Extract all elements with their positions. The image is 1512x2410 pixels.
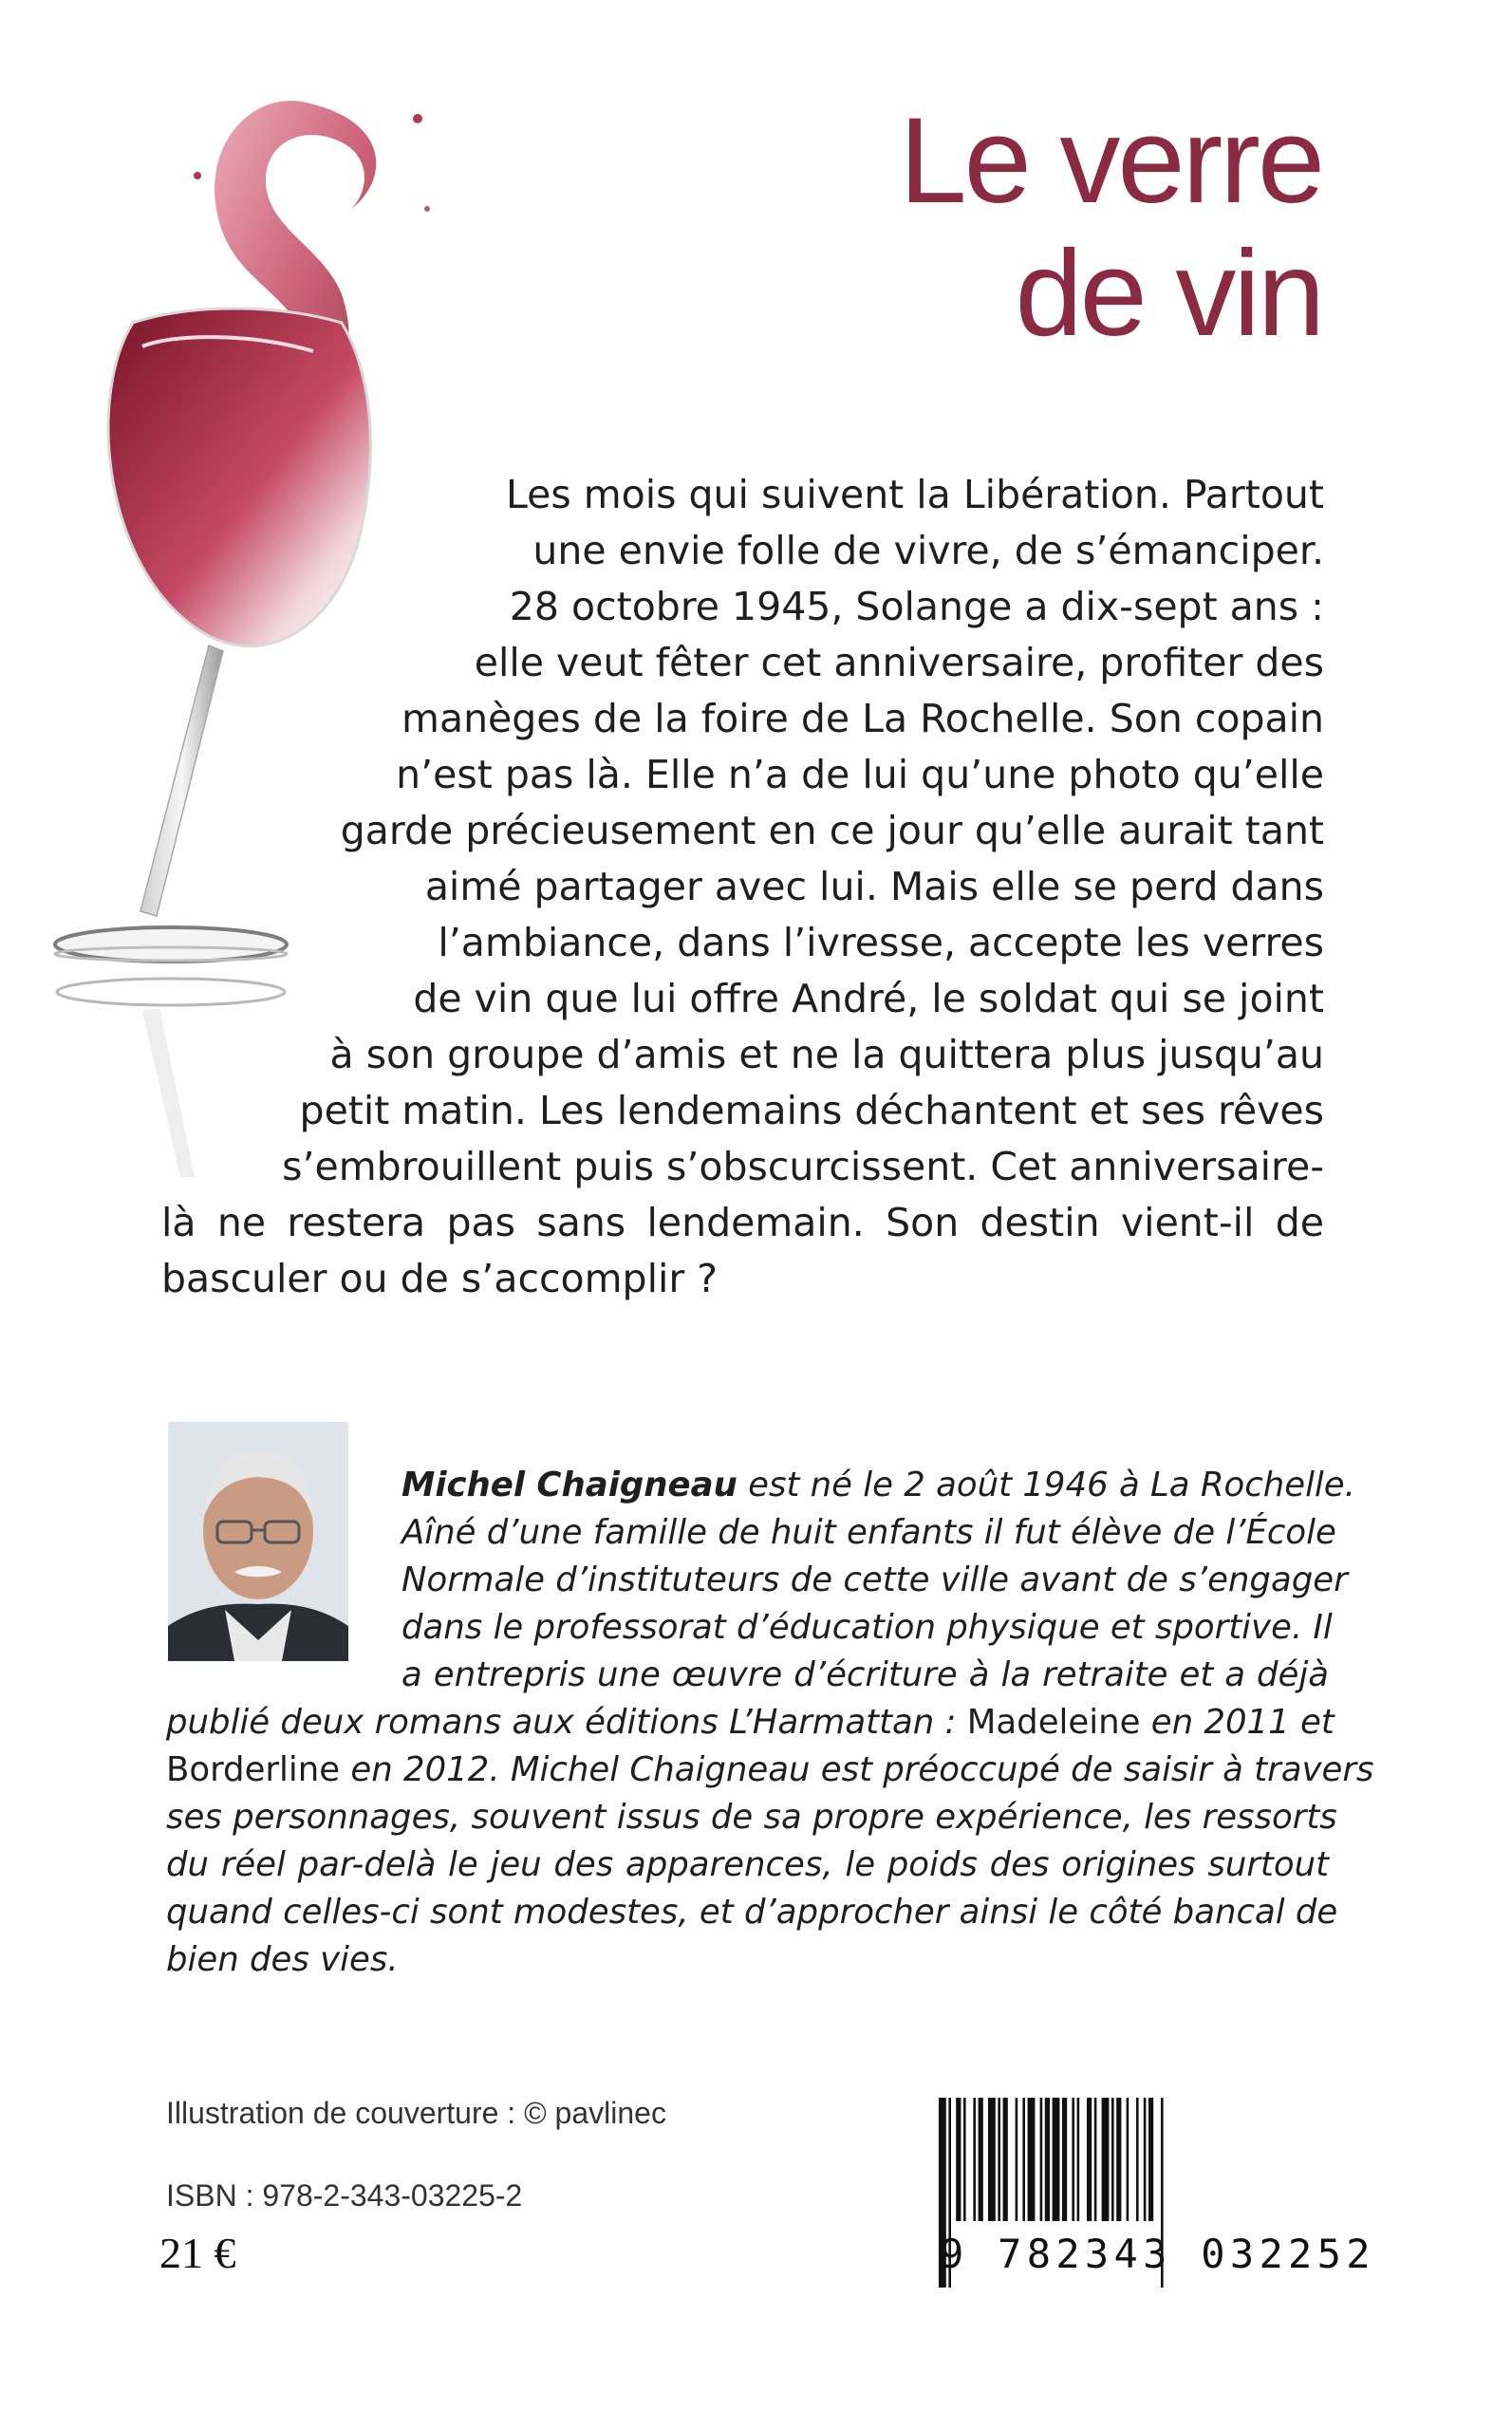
barcode-bar: [998, 2098, 1000, 2221]
bio-line: bien des vies.: [166, 1940, 399, 1979]
bio-line: ses personnages, souvent issus de sa propre expérience, les ressorts: [166, 1798, 1337, 1837]
barcode-bar: [1022, 2098, 1025, 2221]
price: 21 €: [159, 2229, 236, 2277]
blurb-line: de vin que lui offre André, le soldat qui se joint: [413, 976, 1324, 1021]
blurb-line: s’embrouillent puis s’obscurcissent. Cet anniversaire-: [282, 1144, 1324, 1189]
bio-line: du réel par-delà le jeu des apparences, le poids des origines surtout: [166, 1845, 1329, 1884]
book-title-line2: de vin: [1015, 226, 1322, 362]
blurb-line: garde précieusement en ce jour qu’elle aurait tant: [340, 808, 1324, 853]
blurb-line: basculer ou de s’accomplir ?: [161, 1256, 719, 1301]
bio-line: Normale d’instituteurs de cette ville avant de s’engager: [401, 1560, 1348, 1599]
barcode-bar: [1111, 2098, 1114, 2221]
blurb-line: l’ambiance, dans l’ivresse, accepte les verres: [438, 920, 1324, 965]
bio-line: a entrepris une œuvre d’écriture à la retraite et a déjà: [401, 1655, 1329, 1694]
book-title: [899, 95, 1322, 361]
bio-line: publié deux romans aux éditions L’Harmattan : Madeleine en 2011 et: [166, 1703, 1335, 1742]
barcode-bar: [1116, 2098, 1121, 2221]
bio-line: Aîné d’une famille de huit enfants il fut élève de l’École: [401, 1513, 1336, 1552]
book-title-borderline: Borderline: [166, 1750, 341, 1789]
barcode-bar: [988, 2098, 996, 2221]
bio-line: quand celles-ci sont modestes, et d’approcher ainsi le côté bancal de: [166, 1893, 1338, 1932]
book-title-line1: Le verre: [899, 93, 1322, 229]
barcode-bar: [973, 2098, 976, 2221]
barcode-bar: [1136, 2098, 1139, 2221]
blurb-line: aimé partager avec lui. Mais elle se perd dans: [424, 864, 1324, 909]
back-cover-blurb: [161, 467, 1324, 1307]
barcode-digits: 9 782343 032252: [940, 2231, 1375, 2277]
bio-line: Michel Chaigneau est né le 2 août 1946 à La Rochelle.: [401, 1466, 1355, 1504]
barcode-bar: [1062, 2098, 1067, 2221]
blurb-line: elle veut fêter cet anniversaire, profiter des: [474, 640, 1324, 685]
barcode-bar: [1072, 2098, 1074, 2221]
barcode-bar: [1094, 2098, 1097, 2221]
author-bio: [166, 1462, 1374, 1984]
illustration-credit: Illustration de couverture : © pavlinec: [166, 2096, 666, 2130]
barcode-bar: [1127, 2098, 1129, 2221]
blurb-line: à son groupe d’amis et ne la quittera plus jusqu’au: [329, 1032, 1324, 1077]
blurb-line: 28 octobre 1945, Solange a dix-sept ans :: [509, 584, 1324, 629]
blurb-line: manèges de la foire de La Rochelle. Son copain: [401, 696, 1324, 741]
barcode-bar: [1087, 2098, 1092, 2221]
bio-line: Borderline en 2012. Michel Chaigneau est préoccupé de saisir à travers: [166, 1750, 1374, 1789]
blurb-line: une envie folle de vivre, de s’émanciper.: [532, 528, 1324, 573]
blurb-line: n’est pas là. Elle n’a de lui qu’une photo qu’elle: [396, 752, 1324, 797]
barcode-bar: [979, 2098, 983, 2221]
barcode-bar: [1045, 2098, 1050, 2221]
barcode-bar: [1077, 2098, 1080, 2221]
blurb-line: là ne restera pas sans lendemain. Son destin vient-il de: [161, 1200, 1324, 1245]
bio-line: dans le professorat d’éducation physique et sportive. Il: [401, 1608, 1333, 1647]
barcode-bar: [1148, 2098, 1153, 2221]
barcode-bar: [1003, 2098, 1008, 2221]
barcode-bar: [1040, 2098, 1043, 2221]
barcode-bar: [1016, 2098, 1018, 2221]
barcode-bar: [1028, 2098, 1036, 2221]
barcode-bar: [1144, 2098, 1147, 2221]
book-title-madeleine: Madeleine: [966, 1703, 1141, 1742]
isbn: ISBN : 978-2-343-03225-2: [166, 2178, 523, 2213]
barcode-bar: [1102, 2098, 1110, 2221]
barcode-bar: [956, 2098, 961, 2221]
barcode-bar: [963, 2098, 966, 2221]
blurb-line: petit matin. Les lendemains déchantent et ses rêves: [299, 1088, 1324, 1133]
blurb-line: Les mois qui suivent la Libération. Partout: [505, 472, 1324, 517]
barcode-bar: [1053, 2098, 1060, 2221]
author-name: Michel Chaigneau: [401, 1466, 737, 1504]
